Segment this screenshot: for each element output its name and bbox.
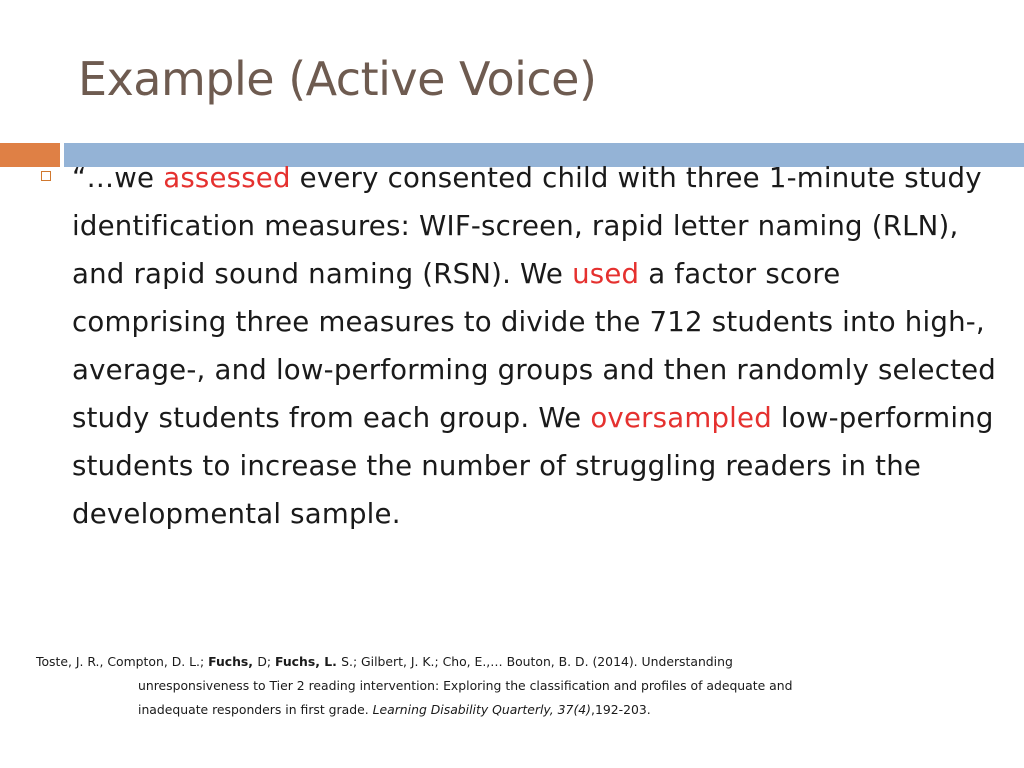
quote-text: “…we	[72, 161, 164, 194]
highlight-verb-assessed: assessed	[163, 161, 291, 194]
citation	[36, 650, 996, 722]
highlight-verb-used: used	[572, 257, 640, 290]
citation-line-3	[36, 698, 996, 722]
citation-authors: D;	[257, 654, 275, 669]
quote-text: low-performing students to increase the number of struggling readers in the developmental sample.	[72, 401, 994, 530]
citation-authors: S.; Gilbert, J. K.; Cho, E.,… Bouton, B. D. (2014). Understanding	[341, 654, 733, 669]
citation-line-2: unresponsiveness to Tier 2 reading intervention: Exploring the classification and profiles of adequate and	[138, 678, 793, 693]
citation-article-title: inadequate responders in first grade.	[138, 702, 373, 717]
citation-line-1	[36, 650, 996, 674]
citation-author-bold: Fuchs,	[208, 654, 258, 669]
hollow-square-bullet-icon	[41, 171, 51, 181]
quote-text: every consented child with three 1-minute study identification measures: WIF-screen, rapid letter naming (RLN), and rapid sound naming (RSN). We	[72, 161, 982, 290]
quote-text: a factor score comprising three measures to divide the 712 students into high-, average-, and low-performing groups and then randomly selected study students from each group. We	[72, 257, 997, 434]
citation-pages: ,192-203.	[591, 702, 651, 717]
citation-author-bold: Fuchs, L.	[274, 654, 342, 669]
citation-authors: Toste, J. R., Compton, D. L.;	[36, 654, 209, 669]
slide-title: Example (Active Voice)	[78, 52, 597, 106]
highlight-verb-oversampled: oversampled	[590, 401, 772, 434]
citation-issue: (4)	[573, 702, 592, 717]
citation-journal: Learning Disability Quarterly, 37	[372, 702, 574, 717]
bullet-paragraph	[72, 154, 1002, 538]
accent-bar-orange	[0, 143, 60, 167]
